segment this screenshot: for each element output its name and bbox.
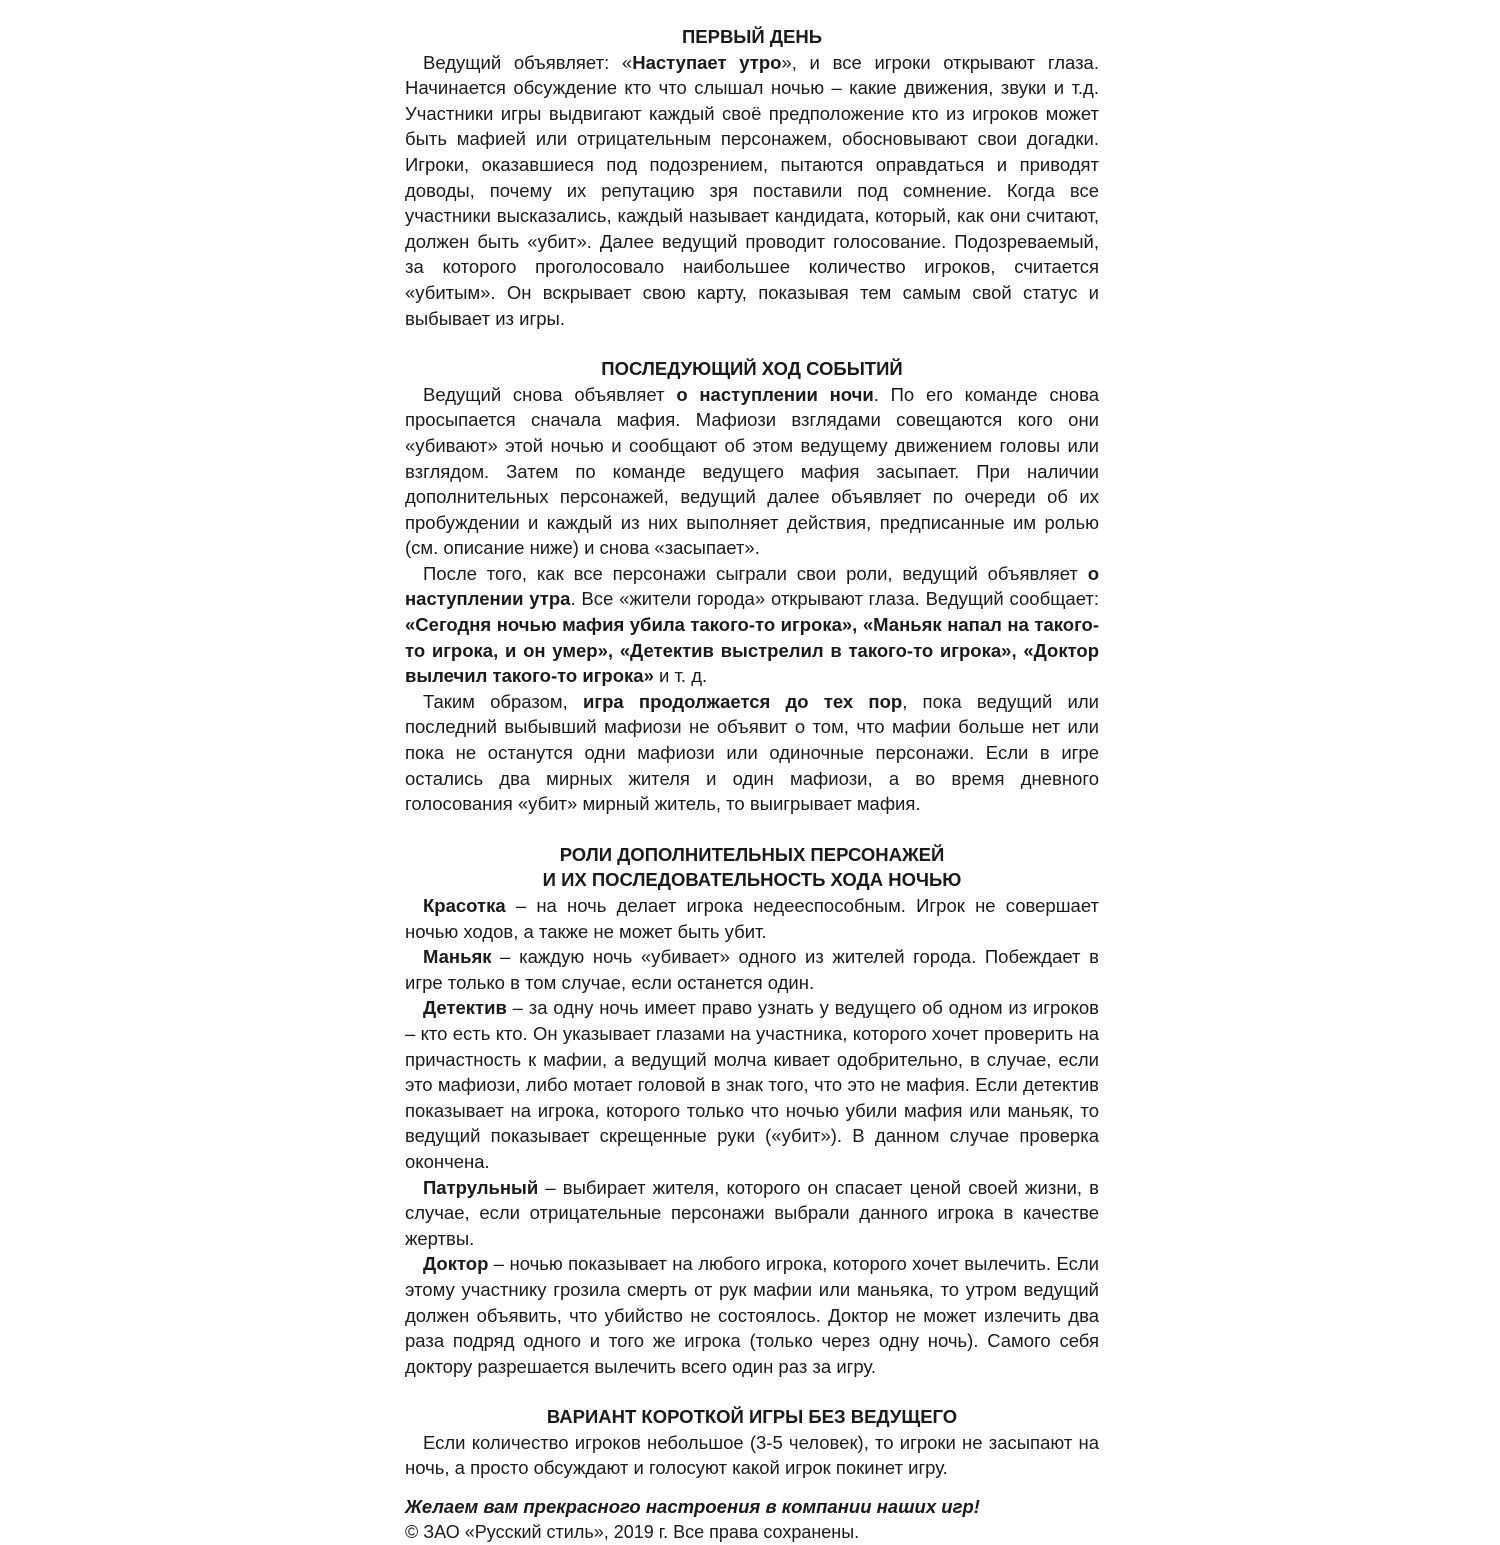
rules-document (405, 24, 1099, 1545)
section-title-subsequent: ПОСЛЕДУЮЩИЙ ХОД СОБЫТИЙ (601, 358, 903, 380)
spacer (405, 1481, 1099, 1494)
spacer (405, 331, 1099, 356)
role-description: – на ночь делает игрока недееспособным. Игрок не совершает ночью ходов, а также не может быть убит. (405, 895, 1099, 942)
bold-phrase: о наступлении ночи (676, 383, 874, 405)
role-description: – ночью показывает на любого игрока, которого хочет вылечить. Если этому участнику грозила смерть от рук мафии или маньяка, то утром ведущий должен объявить, что убийство не состоялось. Доктор не может излечить два раза подряд одного и того же игрока (только через одну ночь). Самого себя доктору разрешается вылечить всего один раз за игру. (405, 1253, 1099, 1377)
role-name: Красотка (423, 895, 506, 916)
bold-phrase: о наступлении утра (405, 562, 1099, 610)
section-title-short-game: ВАРИАНТ КОРОТКОЙ ИГРЫ БЕЗ ВЕДУЩЕГО (546, 1406, 958, 1428)
role-item (405, 995, 1099, 1174)
role-name: Доктор (423, 1253, 489, 1275)
role-name: Маньяк (423, 946, 492, 968)
text-run: . Все «жители города» открывают глаза. Ведущий сообщает: (570, 588, 1099, 610)
role-description: – каждую ночь «убивает» одного из жителей города. Побеждает в игре только в том случае, если останется один. (405, 946, 1099, 993)
copyright-notice: © ЗАО «Русский стиль», 2019 г. Все права сохранены. (405, 1521, 860, 1542)
spacer (405, 1379, 1099, 1404)
paragraph-first-day (405, 50, 1099, 332)
bold-phrase: Наступает утро (632, 51, 782, 73)
text-run: После того, как все персонажи сыграли свои роли, ведущий объявляет (423, 562, 1088, 584)
role-item (405, 893, 1099, 944)
role-description: – выбирает жителя, которого он спасает ценой своей жизни, в случае, если отрицательные персонажи выбрали данного игрока в качестве жертвы. (405, 1176, 1099, 1249)
section-title-roles-line1: РОЛИ ДОПОЛНИТЕЛЬНЫХ ПЕРСОНАЖЕЙ (559, 843, 945, 865)
role-item (405, 1175, 1099, 1252)
paragraph-morning (405, 561, 1099, 689)
role-name: Патрульный (423, 1176, 539, 1198)
bold-phrase: «Сегодня ночью мафия убила такого-то игрока», «Маньяк напал на такого-то игрока, и он умер», «Детектив выстрелил в такого-то игрока», «Доктор вылечил такого-то игрока» (405, 614, 1099, 687)
text-run: Ведущий снова объявляет (423, 383, 677, 405)
text-run: . По его команде снова просыпается сначала мафия. Мафиози взглядами совещаются кого они «убивают» этой ночью и сообщают об этом ведущему движением головы или взглядом. Затем по команде ведущего мафия засыпает. При наличии дополнительных персонажей, ведущий далее объявляет по очереди об их пробуждении и каждый из них выполняет действия, предписанные им ролью (см. описание ниже) и снова «засыпает». (405, 383, 1099, 559)
paragraph-night (405, 382, 1099, 561)
text-run: и т. д. (653, 665, 708, 687)
closing-wish: Желаем вам прекрасного настроения в компании наших игр! (405, 1496, 980, 1518)
text-run: Ведущий объявляет: « (423, 51, 633, 73)
role-item (405, 944, 1099, 995)
section-title-first-day: ПЕРВЫЙ ДЕНЬ (681, 26, 823, 47)
text-run: », и все игроки открывают глаза. Начинается обсуждение кто что слышал ночью – какие движения, звуки и т.д. Участники игры выдвигают каждый своё предположение кто из игроков может быть мафией или отрицательным персонажем, обосновывают свои догадки. Игроки, оказавшиеся под подозрением, пытаются оправдаться и приводят доводы, почему их репутацию зря поставили под сомнение. Когда все участники высказались, каждый называет кандидата, который, как они считают, должен быть «убит». Далее ведущий проводит голосование. Подозреваемый, за которого проголосовало наибольшее количество игроков, считается «убитым». Он вскрывает свою карту, показывая тем самым свой статус и выбывает из игры. (405, 51, 1099, 329)
section-title-roles-line2: И ИХ ПОСЛЕДОВАТЕЛЬНОСТЬ ХОДА НОЧЬЮ (542, 869, 962, 891)
paragraph-game-end (405, 689, 1099, 817)
spacer (405, 817, 1099, 842)
role-item (405, 1251, 1099, 1379)
role-description: – за одну ночь имеет право узнать у ведущего об одном из игроков – кто есть кто. Он указывает глазами на участника, которого хочет проверить на причастность к мафии, а ведущий молча кивает одобрительно, в случае, если это мафиози, либо мотает головой в знак того, что это не мафия. Если детектив показывает на игрока, которого только что ночью убили мафия или маньяк, то ведущий показывает скрещенные руки («убит»). В данном случае проверка окончена. (405, 997, 1099, 1172)
role-name: Детектив (423, 997, 507, 1019)
bold-phrase: игра продолжается до тех пор (583, 690, 903, 712)
text-run: Таким образом, (423, 690, 584, 712)
text-run: , пока ведущий или последний выбывший мафиози не объявит о том, что мафии больше нет или пока не останутся одни мафиози или одиночные персонажи. Если в игре остались два мирных жителя и один мафиози, а во время дневного голосования «убит» мирный житель, то выигрывает мафия. (405, 690, 1099, 815)
paragraph-short-game: Если количество игроков небольшое (3-5 человек), то игроки не засыпают на ночь, а просто обсуждают и голосуют какой игрок покинет игру. (405, 1431, 1099, 1479)
